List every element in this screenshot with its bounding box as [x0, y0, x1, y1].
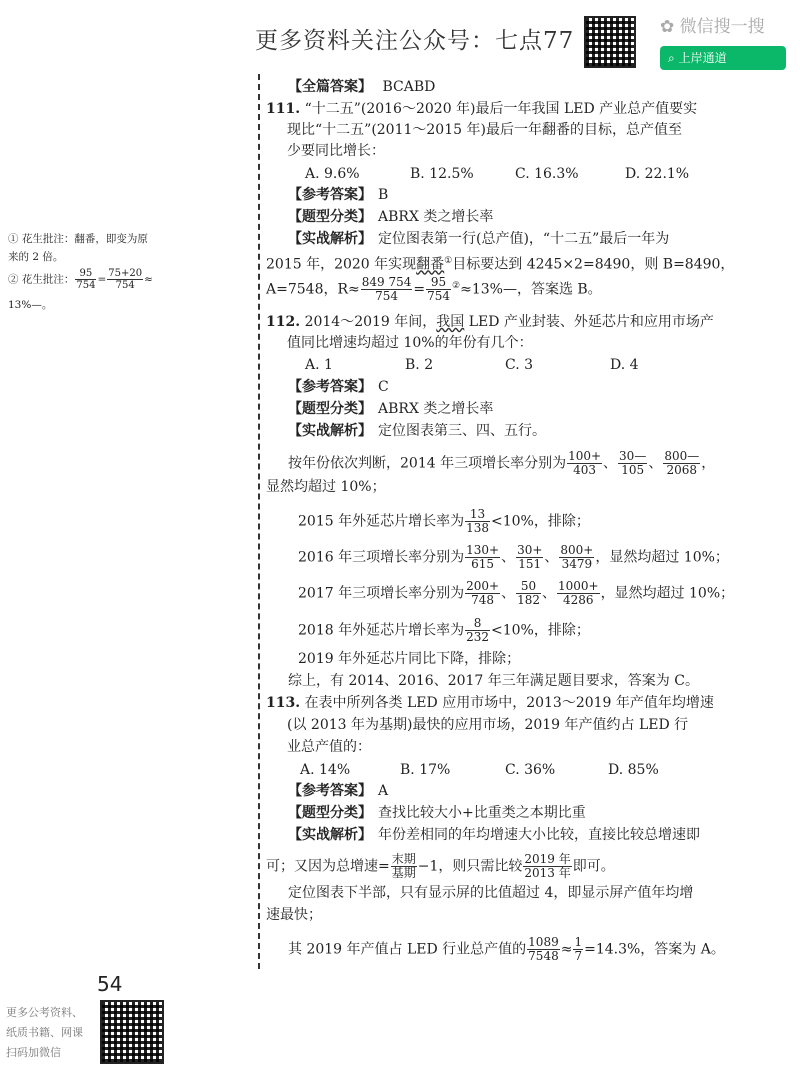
- q113-p2-line1: 定位图表下半部，只有显示屏的比值超过 4，即显示屏产值年均增: [288, 885, 694, 901]
- side-note-2: ② 花生批注： $\frac{95}{754}$ = $\frac{75+20}{754}$ ≈: [8, 268, 153, 291]
- q111-stem-line2: 现比“十二五”(2011～2015 年)最后一年翻番的目标，总产值至: [287, 122, 682, 138]
- q112-p4-fraction-3: $\frac{1000+}{4286}$: [557, 579, 599, 607]
- side-note-2-fraction-2: $\frac{75+20}{754}$: [108, 268, 143, 291]
- wechat-search-text: 微信搜一搜: [679, 17, 765, 37]
- q112-type: 【题型分类】 ABRX 类之增长率: [288, 401, 494, 417]
- q112-p6: 2019 年外延芯片同比下降，排除；: [298, 651, 521, 667]
- q112-ref-answer: 【参考答案】 C: [288, 379, 389, 395]
- q113-stem-line2: (以 2013 年为基期)最快的应用市场，2019 年产值约占 LED 行: [287, 717, 689, 733]
- q113-p3-fraction-1: $\frac{1089}{7548}$: [528, 935, 559, 963]
- q112-p3-fraction-3: $\frac{800+}{3479}$: [560, 543, 594, 571]
- q113-option-b: B. 17%: [400, 762, 451, 778]
- q112-p1-fraction-1: $\frac{100+}{403}$: [568, 449, 602, 477]
- side-note-2-prefix: ② 花生批注：: [8, 273, 75, 286]
- q113-p1-fraction-2: $\frac{\text{2019 年}}{\text{2013 年}}$: [524, 852, 571, 880]
- q113-option-c: C. 36%: [505, 762, 556, 778]
- q111-ref-answer: 【参考答案】 B: [288, 187, 389, 203]
- side-note-1-line2: 来的 2 倍。: [8, 251, 64, 263]
- q111-option-d: D. 22.1%: [625, 166, 690, 182]
- q113-p2-line2: 速最快；: [266, 907, 322, 923]
- q113-analysis: 【实战解析】 年份差相同的年均增速大小比较，直接比较总增速即: [288, 827, 700, 843]
- q112-p5: 2018 年外延芯片增长率为 $\frac{8}{232}$ <10%，排除；: [298, 616, 590, 644]
- wechat-search-button[interactable]: [660, 46, 786, 70]
- promo-line-2: 纸质书籍、网课: [6, 1026, 83, 1039]
- q113-p1: 可；又因为总增速= $\frac{\text{末期}}{\text{基期}}$ −1，则只需比较 $\frac{\text{2019 年}}{\text{2013 年}}$ 即可。: [266, 852, 615, 880]
- q113-ref-answer: 【参考答案】 A: [288, 783, 389, 799]
- prev-answer-row: [288, 78, 435, 96]
- q112-p5-fraction: $\frac{8}{232}$: [466, 616, 489, 644]
- side-note-2-fraction-1: $\frac{95}{754}$: [76, 268, 96, 291]
- promo-line-3: 扫码加微信: [6, 1046, 61, 1059]
- q111-option-c: C. 16.3%: [515, 166, 579, 182]
- q112-p1-fraction-3: $\frac{800—}{2068}$: [664, 449, 700, 477]
- q111-stem-text1: “十二五”(2016～2020 年)最后一年我国 LED 产业总产值要实: [304, 101, 698, 117]
- q113-option-d: D. 85%: [608, 762, 659, 778]
- q111-stem-line3: 少要同比增长：: [287, 143, 385, 159]
- q111-analysis-line3: A=7548，R≈ $\frac{849 754}{754}$ = $\frac{95}{754}$ ②≈13%—，答案选 B。: [266, 275, 602, 303]
- q111-option-b: B. 12.5%: [410, 166, 474, 182]
- q112-option-b: B. 2: [405, 357, 434, 373]
- q111-analysis-line1: 【实战解析】 定位图表第一行(总产值)，“十二五”最后一年为: [288, 231, 670, 247]
- search-icon: ⌕: [668, 51, 675, 65]
- q112-p3: 2016 年三项增长率分别为 $\frac{130+}{615}$ 、 $\frac{30+}{151}$ 、 $\frac{800+}{3479}$ ，显然均超过 10%；: [298, 543, 729, 571]
- q112-option-c: C. 3: [505, 357, 534, 373]
- q113-number: 113.: [266, 695, 301, 711]
- q111-type: 【题型分类】 ABRX 类之增长率: [288, 209, 494, 225]
- wechat-button-label: 上岸通道: [678, 51, 727, 65]
- wechat-icon: ✿: [660, 17, 675, 37]
- q112-option-d: D. 4: [610, 357, 639, 373]
- q112-stem-line1: 112. 2014～2019 年间，我国 LED 产业封装、外延芯片和应用市场产: [266, 314, 714, 330]
- q111-fraction-1: $\frac{849 754}{754}$: [361, 275, 412, 303]
- q112-p1-fraction-2: $\frac{30—}{105}$: [619, 449, 647, 477]
- q113-type: 【题型分类】 查找比较大小+比重类之本期比重: [288, 805, 586, 821]
- promo-line-1: 更多公考资料、: [6, 1006, 83, 1019]
- q112-p2: 2015 年外延芯片增长率为 $\frac{13}{138}$ <10%，排除；: [298, 507, 590, 535]
- q112-p4-fraction-1: $\frac{200+}{748}$: [466, 579, 500, 607]
- promo-text: [6, 1003, 98, 1063]
- q113-p3-fraction-2: $\frac{1}{7}$: [574, 935, 583, 963]
- wechat-search-label: [660, 12, 765, 37]
- q112-option-a: A. 1: [305, 357, 333, 373]
- q112-p2-fraction: $\frac{13}{138}$: [466, 507, 489, 535]
- q113-stem-line1: 113. 在表中所列各类 LED 应用市场中，2013～2019 年产值年均增速: [266, 695, 714, 711]
- q112-stem-line2: 值同比增速均超过 10%的年份有几个：: [287, 335, 533, 351]
- side-note-1-line1: ① 花生批注：翻番，即变为原: [8, 233, 148, 245]
- q112-number: 112.: [266, 314, 301, 330]
- q112-p4: 2017 年三项增长率分别为 $\frac{200+}{748}$ 、 $\frac{50}{182}$ 、 $\frac{1000+}{4286}$ ，显然均超过 10%；: [298, 579, 735, 607]
- q112-p1: 按年份依次判断，2014 年三项增长率分别为 $\frac{100+}{403}$ 、 $\frac{30—}{105}$ 、 $\frac{800—}{2068}$ ，: [288, 449, 716, 477]
- q112-p3-fraction-1: $\frac{130+}{615}$: [466, 543, 500, 571]
- q111-fraction-2: $\frac{95}{754}$: [427, 275, 451, 303]
- q113-p1-fraction-1: $\frac{\text{末期}}{\text{基期}}$: [391, 852, 416, 880]
- page-number: 54: [97, 972, 123, 996]
- q112-p4-fraction-2: $\frac{50}{182}$: [517, 579, 540, 607]
- q112-analysis: 【实战解析】 定位图表第三、四、五行。: [288, 423, 546, 439]
- q111-number: 111.: [266, 101, 301, 117]
- margin-divider: [258, 74, 261, 969]
- q113-p3: 其 2019 年产值占 LED 行业总产值的 $\frac{1089}{7548}$ ≈ $\frac{1}{7}$ =14.3%，答案为 A。: [288, 935, 725, 963]
- q111-option-a: A. 9.6%: [305, 166, 360, 182]
- q111-analysis-line2: 2015 年，2020 年实现翻番①目标要达到 4245×2=8490，则 B=8490，: [266, 256, 735, 273]
- q113-stem-line3: 业总产值的：: [287, 739, 371, 755]
- qr-code-icon: [584, 16, 636, 68]
- q113-option-a: A. 14%: [300, 762, 351, 778]
- footer-qr-code-icon: [100, 1000, 164, 1064]
- q112-p7: 综上，有 2014、2016、2017 年三年满足题目要求，答案为 C。: [288, 673, 699, 689]
- prev-answer-label: 【全篇答案】: [288, 79, 372, 95]
- side-note-2-tail: 13%—。: [8, 299, 53, 311]
- q112-p3-fraction-2: $\frac{30+}{151}$: [517, 543, 543, 571]
- q112-p1-line2: 显然均超过 10%；: [266, 479, 386, 495]
- prev-answer-value: BCABD: [382, 79, 436, 95]
- page-header-title: 更多资料关注公众号：七点77: [255, 28, 575, 54]
- q111-stem-line1: [266, 100, 697, 118]
